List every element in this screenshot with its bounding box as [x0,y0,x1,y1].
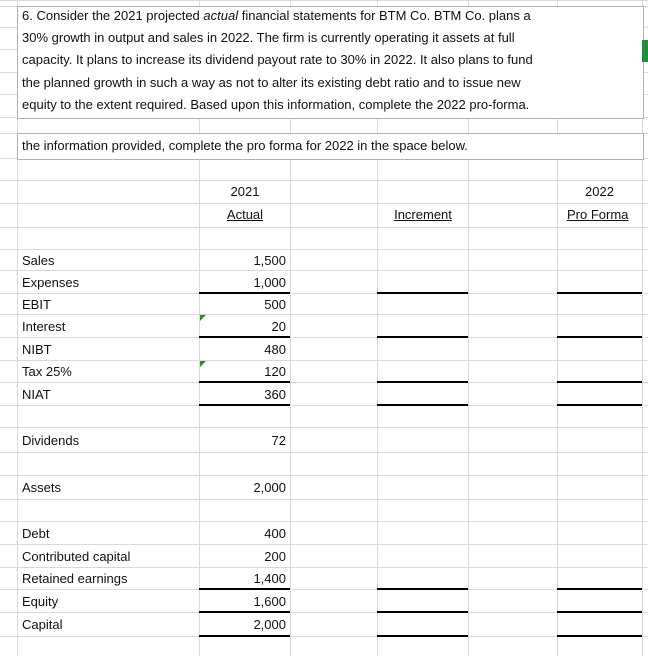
value-retained-earnings: 1,400 [253,571,286,586]
rule-actual-retained [199,588,290,590]
label-contributed-capital: Contributed capital [22,549,131,564]
value-ebit: 500 [264,297,286,312]
selection-marker [642,40,648,62]
rule-increment-retained [377,588,468,590]
label-ebit: EBIT [22,297,51,312]
rule-increment-tax [377,381,468,383]
rule-increment-niat [377,404,468,406]
header-increment: Increment [394,207,452,222]
label-assets: Assets [22,480,62,495]
value-equity: 1,600 [253,594,286,609]
value-tax: 120 [264,364,286,379]
question-line-3: capacity. It plans to increase its dividend payout rate to 30% in 2022. It also plans to fund [22,52,533,67]
rule-proforma-niat [557,404,642,406]
value-contributed-capital: 200 [264,549,286,564]
value-nibt: 480 [264,342,286,357]
rule-proforma-expenses [557,292,642,294]
value-expenses: 1,000 [253,275,286,290]
label-expenses: Expenses [22,275,80,290]
label-nibt: NIBT [22,342,52,357]
label-tax: Tax 25% [22,364,72,379]
rule-proforma-retained [557,588,642,590]
rule-proforma-tax [557,381,642,383]
label-dividends: Dividends [22,433,80,448]
value-assets: 2,000 [253,480,286,495]
question-line-4: the planned growth in such a way as not to alter its existing debt ratio and to issue new [22,75,521,90]
value-debt: 400 [264,526,286,541]
rule-proforma-equity [557,611,642,613]
value-dividends: 72 [271,433,286,448]
cell-warning-icon[interactable] [200,315,206,321]
value-capital: 2,000 [253,617,286,632]
instruction-text: the information provided, complete the pro forma for 2022 in the space below. [22,138,468,153]
value-niat: 360 [264,387,286,402]
label-retained-earnings: Retained earnings [22,571,128,586]
rule-actual-interest [199,336,290,338]
label-equity: Equity [22,594,59,609]
rule-increment-capital [377,635,468,637]
header-pro-forma: Pro Forma [567,207,629,222]
label-debt: Debt [22,526,50,541]
cell-warning-icon[interactable] [200,361,206,367]
rule-actual-equity [199,611,290,613]
question-line-1: 6. Consider the 2021 projected actual financial statements for BTM Co. BTM Co. plans a [22,8,531,23]
label-sales: Sales [22,253,55,268]
label-capital: Capital [22,617,63,632]
value-interest: 20 [271,319,286,334]
rule-increment-expenses [377,292,468,294]
question-line-2: 30% growth in output and sales in 2022. The firm is currently operating it assets at full [22,30,515,45]
label-niat: NIAT [22,387,51,402]
rule-actual-niat [199,404,290,406]
rule-proforma-capital [557,635,642,637]
label-interest: Interest [22,319,66,334]
rule-actual-capital [199,635,290,637]
rule-actual-tax [199,381,290,383]
question-line-5: equity to the extent required. Based upon this information, complete the 2022 pro-forma. [22,97,530,112]
value-sales: 1,500 [253,253,286,268]
rule-proforma-interest [557,336,642,338]
header-2021: 2021 [230,184,260,199]
header-actual: Actual [226,207,264,222]
header-2022: 2022 [585,184,614,199]
rule-increment-interest [377,336,468,338]
rule-actual-expenses [199,292,290,294]
rule-increment-equity [377,611,468,613]
